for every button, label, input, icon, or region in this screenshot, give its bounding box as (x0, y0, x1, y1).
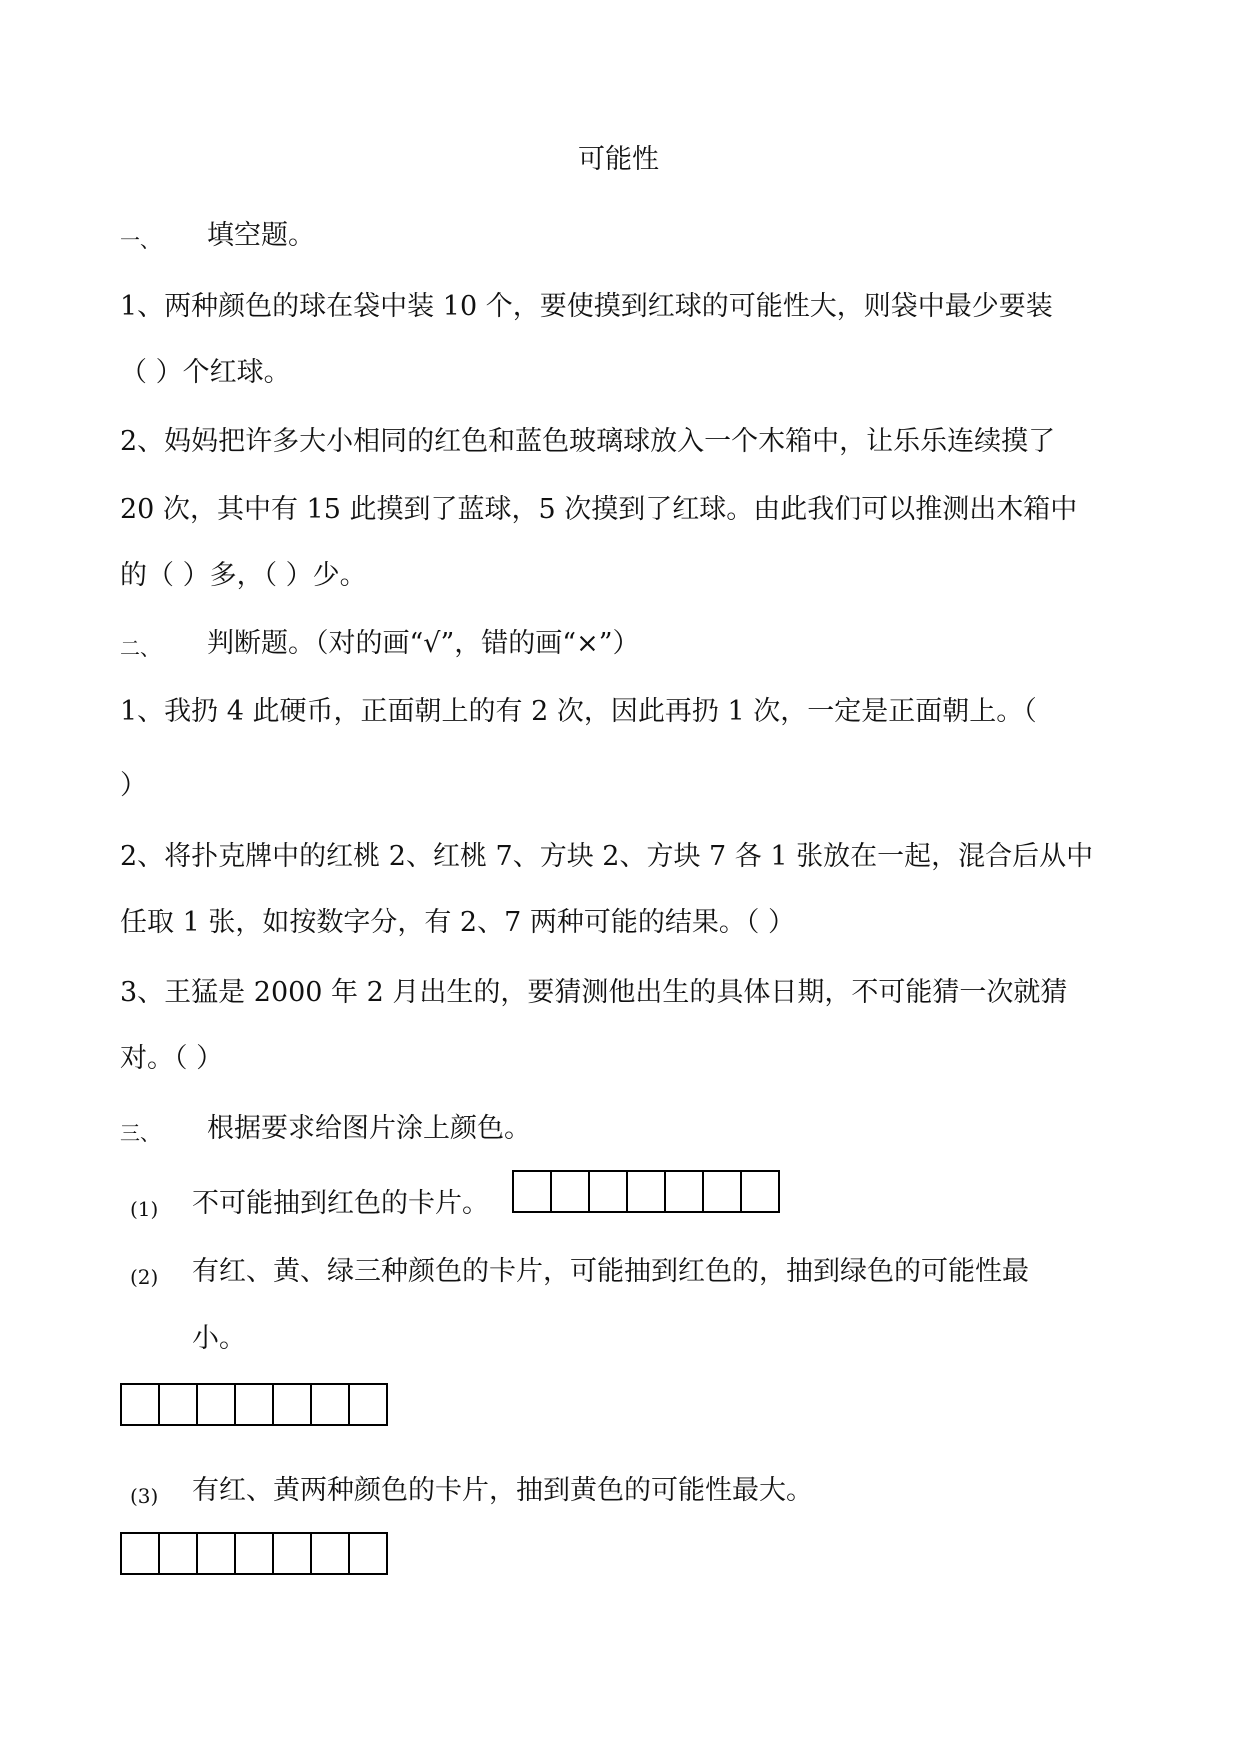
s3-item3-label: (3) (130, 1484, 159, 1508)
section1-heading: 填空题。 (207, 220, 315, 251)
color-card-box[interactable] (664, 1170, 704, 1213)
color-card-box[interactable] (348, 1383, 388, 1426)
color-card-box[interactable] (310, 1532, 350, 1575)
color-card-box[interactable] (512, 1170, 552, 1213)
page-title: 可能性 (578, 144, 659, 175)
section2-number: 二、 (120, 636, 160, 660)
s2-q3-line1: 3、王猛是 2000 年 2 月出生的，要猜测他出生的具体日期，不可能猜一次就猜 (120, 977, 1068, 1008)
s2-q3-line2: 对。（ ） (120, 1043, 224, 1074)
card-row-2 (120, 1383, 388, 1426)
s1-q2-line2: 20 次，其中有 15 此摸到了蓝球，5 次摸到了红球。由此我们可以推测出木箱中 (120, 494, 1078, 525)
color-card-box[interactable] (348, 1532, 388, 1575)
color-card-box[interactable] (272, 1532, 312, 1575)
s2-q2-line2: 任取 1 张，如按数字分，有 2、7 两种可能的结果。（ ） (120, 907, 795, 938)
color-card-box[interactable] (626, 1170, 666, 1213)
color-card-box[interactable] (158, 1532, 198, 1575)
s1-q1-line1: 1、两种颜色的球在袋中装 10 个，要使摸到红球的可能性大，则袋中最少要装 (120, 291, 1053, 322)
section3-heading: 根据要求给图片涂上颜色。 (207, 1113, 531, 1144)
color-card-box[interactable] (120, 1383, 160, 1426)
s1-q2-line3: 的（ ）多，（ ）少。 (120, 560, 367, 591)
s1-q1-line2: （ ）个红球。 (120, 357, 291, 388)
s3-item1-label: (1) (130, 1197, 159, 1221)
section1-number: 一、 (120, 228, 160, 252)
color-card-box[interactable] (740, 1170, 780, 1213)
s1-q2-line1: 2、妈妈把许多大小相同的红色和蓝色玻璃球放入一个木箱中，让乐乐连续摸了 (120, 426, 1056, 457)
color-card-box[interactable] (550, 1170, 590, 1213)
card-row-3 (120, 1532, 388, 1575)
s3-item2-text: 有红、黄、绿三种颜色的卡片，可能抽到红色的，抽到绿色的可能性最 (192, 1256, 1029, 1287)
section2-heading: 判断题。（对的画“√”，错的画“×”） (207, 628, 640, 659)
color-card-box[interactable] (158, 1383, 198, 1426)
s3-item2-label: (2) (130, 1265, 159, 1289)
color-card-box[interactable] (310, 1383, 350, 1426)
s2-q1-line1: 1、我扔 4 此硬币，正面朝上的有 2 次，因此再扔 1 次，一定是正面朝上。（ (120, 696, 1037, 727)
color-card-box[interactable] (588, 1170, 628, 1213)
color-card-box[interactable] (234, 1532, 274, 1575)
card-row-1 (512, 1170, 780, 1213)
s3-item2-text2: 小。 (192, 1323, 246, 1354)
color-card-box[interactable] (196, 1532, 236, 1575)
s3-item1-text: 不可能抽到红色的卡片。 (192, 1188, 489, 1219)
section3-number: 三、 (120, 1121, 160, 1145)
s2-q2-line1: 2、将扑克牌中的红桃 2、红桃 7、方块 2、方块 7 各 1 张放在一起，混合后从中 (120, 841, 1094, 872)
color-card-box[interactable] (120, 1532, 160, 1575)
color-card-box[interactable] (234, 1383, 274, 1426)
color-card-box[interactable] (196, 1383, 236, 1426)
color-card-box[interactable] (702, 1170, 742, 1213)
color-card-box[interactable] (272, 1383, 312, 1426)
s3-item3-text: 有红、黄两种颜色的卡片，抽到黄色的可能性最大。 (192, 1475, 813, 1506)
s2-q1-line2: ） (120, 770, 147, 801)
